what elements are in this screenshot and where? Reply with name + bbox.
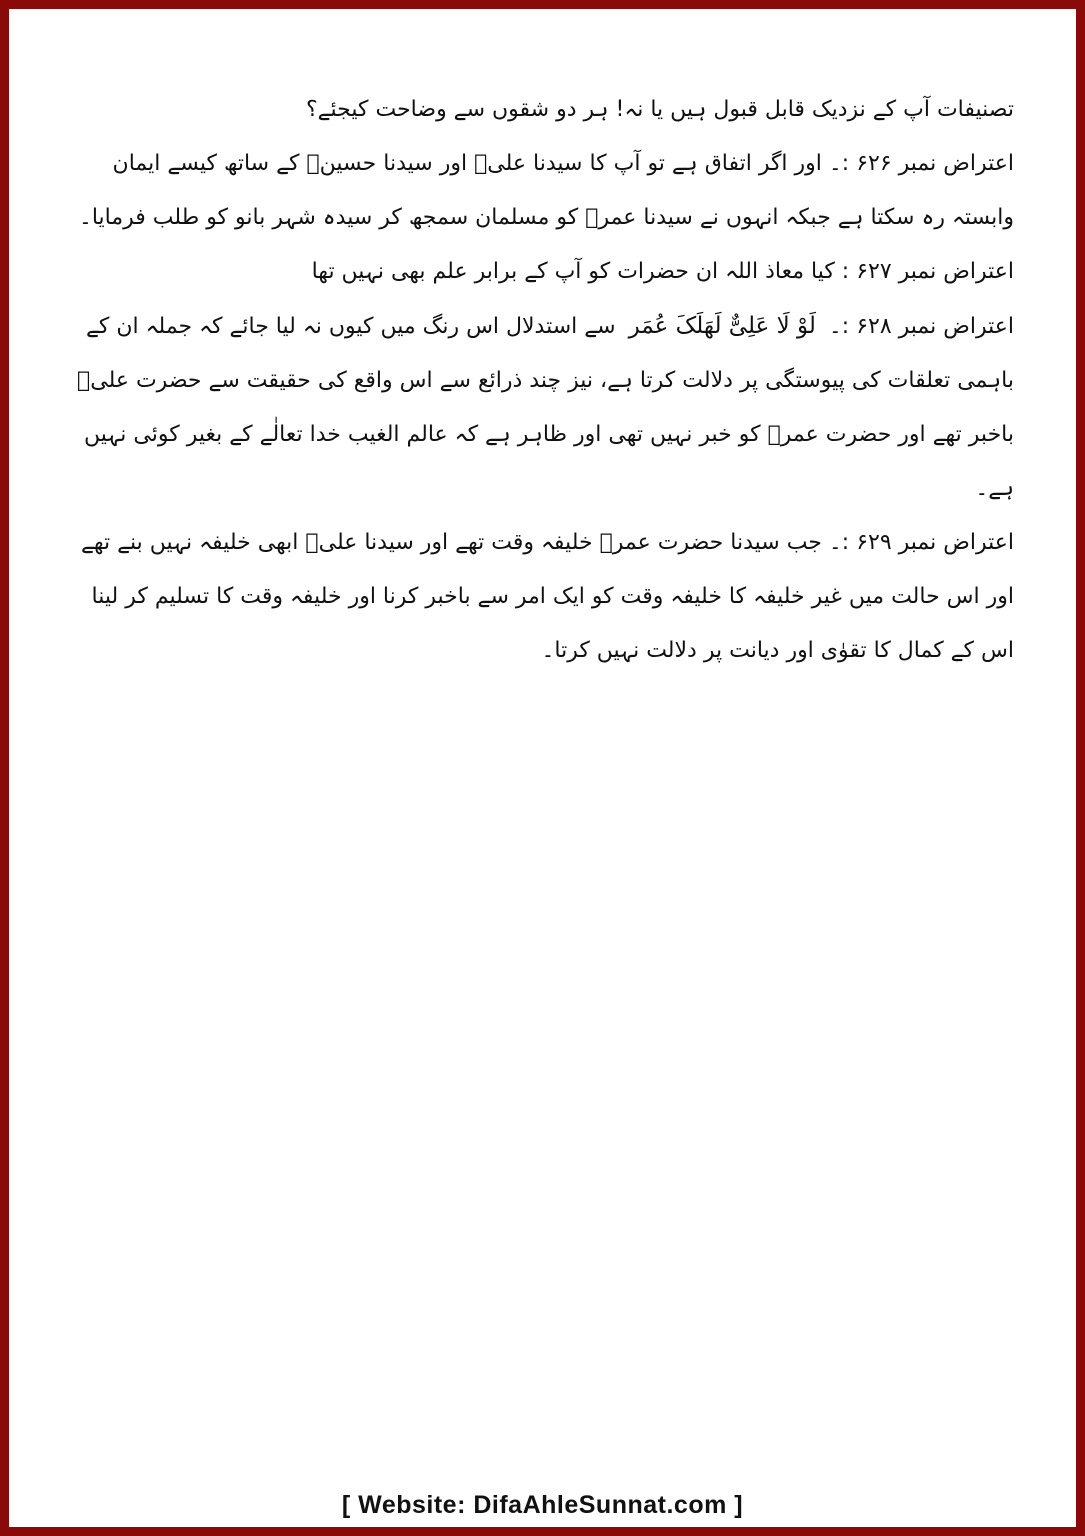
arabic-quote: لَوْ لَا عَلِیٌّ لَھَلَکَ عُمَر [628, 313, 816, 339]
paragraph-objection-627: اعتراض نمبر ۶۲۷ : کیا معاذ اللہ ان حضرات کو آپ کے برابر علم بھی نہیں تھا [311, 259, 1014, 284]
paragraph-objection-626: اعتراض نمبر ۶۲۶ :۔ اور اگر اتفاق ہے تو آپ کا سیدنا علیؓ اور سیدنا حسینؓ کے ساتھ کیسے ایمان وابستہ رہ سکتا ہے جبکہ انہوں نے سیدنا عمرؓ کو مسلمان سمجھ کر سیدہ شہر بانو کو طلب فرمایا۔ [78, 151, 1014, 230]
objection-628-body: سے استدلال اس رنگ میں کیوں نہ لیا جائے کہ جملہ ان کے باہمی تعلقات کی پیوستگی پر دلالت کرتا ہے، نیز چند ذرائع سے اس واقع کی حقیقت سے حضرت علیؓ باخبر تھے اور حضرت عمرؓ کو خبر نہیں تھی اور ظاہر ہے کہ عالم الغیب خدا تعالٰے کے بغیر کوئی نہیں ہے۔ [77, 314, 1014, 501]
objection-628-prefix: اعتراض نمبر ۶۲۸ :۔ [828, 314, 1014, 339]
document-text-body [71, 83, 1014, 678]
paragraph-objection-629: اعتراض نمبر ۶۲۹ :۔ جب سیدنا حضرت عمرؓ خلیفہ وقت تھے اور سیدنا علیؓ ابھی خلیفہ نہیں بنے تھے اور اس حالت میں غیر خلیفہ کا خلیفہ وقت کو ایک امر سے باخبر کرنا اور خلیفہ وقت کا تسلیم کر لینا اس کے کمال کا تقوٰی اور دیانت پر دلالت نہیں کرتا۔ [80, 530, 1014, 663]
paragraph-intro: تصنیفات آپ کے نزدیک قابل قبول ہیں یا نہ! ہر دو شقوں سے وضاحت کیجئے؟ [305, 97, 1014, 122]
website-footer: [ Website: DifaAhleSunnat.com ] [341, 1491, 744, 1519]
paragraph-objection-628 [71, 299, 1014, 516]
